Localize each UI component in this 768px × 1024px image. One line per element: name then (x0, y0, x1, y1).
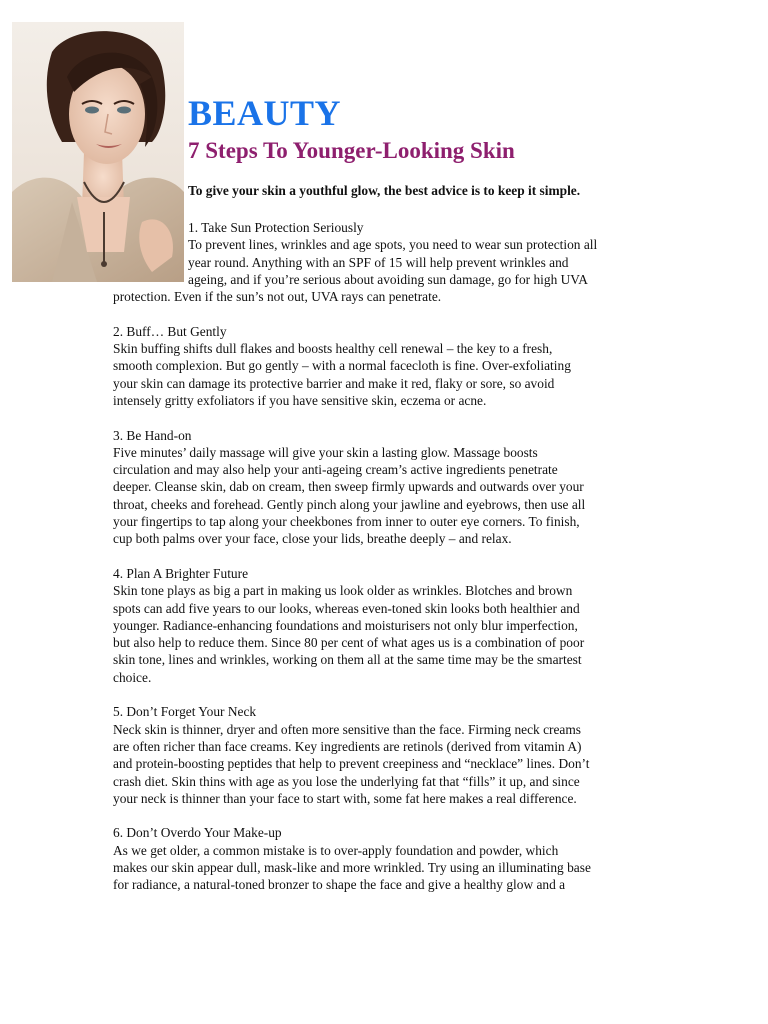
step-section (113, 219, 653, 305)
step-line: makes our skin appear dull, mask-like and more wrinkled. Try using an illuminating base (113, 859, 591, 875)
step-line: throat, cheeks and forehead. Gently pinch along your jawline and eyebrows, then use all (113, 496, 586, 512)
step-line: are often richer than face creams. Key ingredients are retinols (derived from vitamin A) (113, 738, 582, 754)
article-body (113, 219, 653, 911)
article-title: 7 Steps To Younger-Looking Skin (188, 138, 515, 163)
step-section (113, 565, 653, 686)
step-line: Skin tone plays as big a part in making us look older as wrinkles. Blotches and brown (113, 583, 573, 599)
step-line: crash diet. Skin thins with age as you lose the underlying fat that “fills” it up, and since (113, 773, 580, 789)
step-heading: 5. Don’t Forget Your Neck (113, 704, 257, 720)
step-heading: 1. Take Sun Protection Seriously (188, 220, 364, 235)
step-line: deeper. Cleanse skin, dab on cream, then sweep firmly upwards and outwards over your (113, 479, 584, 495)
step-line: To prevent lines, wrinkles and age spots, you need to wear sun protection all (188, 237, 598, 253)
step-line: but also help to reduce them. Since 80 per cent of what ages us is a combination of poor (113, 635, 585, 651)
step-line: Neck skin is thinner, dryer and often more sensitive than the face. Firming neck creams (113, 721, 581, 737)
step-heading: 2. Buff… But Gently (113, 323, 227, 339)
step-line: As we get older, a common mistake is to over-apply foundation and powder, which (113, 842, 559, 858)
step-heading: 6. Don’t Overdo Your Make-up (113, 825, 282, 841)
step-line: and protein-boosting peptides that help to prevent creepiness and “necklace” lines. Don’t (113, 756, 590, 772)
step-line: intensely gritty exfoliators if you have sensitive skin, eczema or acne. (113, 392, 487, 408)
step-heading: 4. Plan A Brighter Future (113, 565, 249, 581)
step-line: cup both palms over your face, close your lids, breathe deeply – and relax. (113, 531, 512, 547)
step-line: your neck is thinner than your face to start with, some fat here makes a real difference. (113, 790, 577, 806)
step-line: for radiance, a natural-toned bronzer to shape the face and give a healthy glow and a (113, 877, 566, 893)
step-section (113, 703, 653, 807)
step-line: your fingertips to tap along your cheekbones from inner to outer eye corners. To finish, (113, 514, 580, 530)
step-section (113, 427, 653, 548)
step-section (113, 824, 653, 893)
step-line: younger. Radiance-enhancing foundations and moisturisers not only blur imperfection, (113, 617, 578, 633)
step-line: smooth complexion. But go gently – with a normal facecloth is fine. Over-exfoliating (113, 358, 571, 374)
step-line: protection. Even if the sun’s not out, UVA rays can penetrate. (113, 289, 442, 305)
step-line: spots can add five years to our looks, whereas even-toned skin looks both healthier and (113, 600, 580, 616)
step-section (113, 323, 653, 409)
step-line: choice. (113, 669, 152, 685)
step-heading: 3. Be Hand-on (113, 427, 192, 443)
step-line: Five minutes’ daily massage will give your skin a lasting glow. Massage boosts (113, 444, 538, 460)
step-line: your skin can damage its protective barrier and make it red, flaky or sore, so avoid (113, 375, 555, 391)
step-line: Skin buffing shifts dull flakes and boosts healthy cell renewal – the key to a fresh, (113, 341, 553, 357)
step-line: circulation and may also help your anti-ageing cream’s active ingredients penetrate (113, 462, 558, 478)
step-line: skin tone, lines and wrinkles, working on them all at the same time may be the smartest (113, 652, 582, 668)
article-intro: To give your skin a youthful glow, the best advice is to keep it simple. (188, 183, 581, 198)
section-brand-heading: BEAUTY (188, 93, 342, 133)
step-line: year round. Anything with an SPF of 15 will help prevent wrinkles and (188, 254, 569, 270)
step-line: ageing, and if you’re serious about avoiding sun damage, go for high UVA (188, 271, 588, 287)
